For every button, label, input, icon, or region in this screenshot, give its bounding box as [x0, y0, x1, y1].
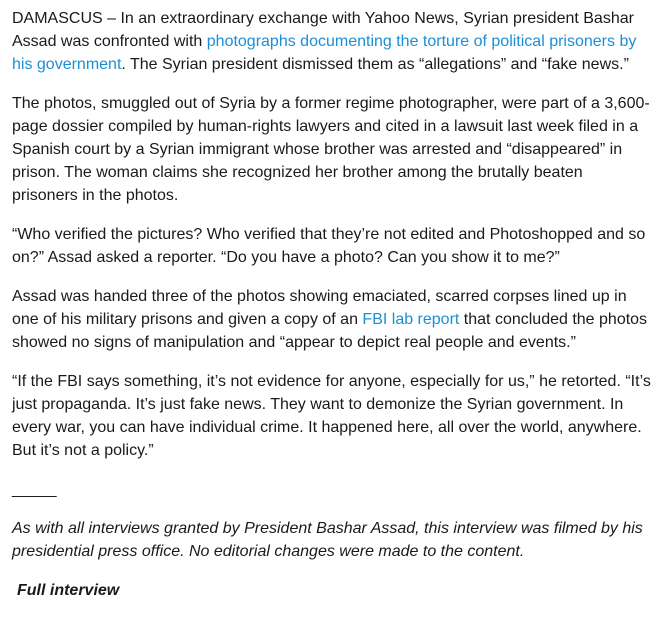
paragraph-intro	[12, 7, 651, 76]
paragraph-photos: The photos, smuggled out of Syria by a former regime photographer, were part of a 3,600-page dossier compiled by human-rights lawyers and cited in a lawsuit last week filed in a Spanish court by a Syrian immigrant whose brother was arrested and “disappeared” in prison. The woman claims she recognized her brother among the brutally beaten prisoners in the photos.	[12, 95, 650, 204]
full-interview-heading: Full interview	[17, 582, 120, 599]
fbi-lab-report-link[interactable]: FBI lab report	[362, 311, 460, 328]
section-divider: _____	[12, 481, 57, 498]
paragraph-fbi	[12, 285, 651, 354]
paragraph-quote-verified: “Who verified the pictures? Who verified that they’re not edited and Photoshopped and so on?” Assad asked a reporter. “Do you have a photo? Can you show it to me?”	[12, 226, 646, 266]
paragraph-quote-propaganda: “If the FBI says something, it’s not evidence for anyone, especially for us,” he retorted. “It’s just propaganda. It’s just fake news. They want to demonize the Syrian government. In every war, you can have individual crime. It happened here, all over the world, anywhere. But it’s not a policy.”	[12, 373, 651, 459]
torture-photographs-link[interactable]: photographs documenting the torture of political prisoners by his government	[12, 33, 637, 73]
editorial-note: As with all interviews granted by President Bashar Assad, this interview was filmed by his presidential press office. No editorial changes were made to the content.	[12, 520, 643, 560]
paragraph-intro-text-before: DAMASCUS – In an extraordinary exchange with Yahoo News, Syrian president Bashar Assad was confronted with	[12, 10, 634, 50]
paragraph-intro-text-after: . The Syrian president dismissed them as “allegations” and “fake news.”	[121, 56, 629, 73]
paragraph-fbi-text-after: that concluded the photos showed no signs of manipulation and “appear to depict real people and events.”	[12, 311, 648, 351]
paragraph-fbi-text-before: Assad was handed three of the photos showing emaciated, scarred corpses lined up in one of his military prisons and given a copy of an	[12, 288, 627, 328]
